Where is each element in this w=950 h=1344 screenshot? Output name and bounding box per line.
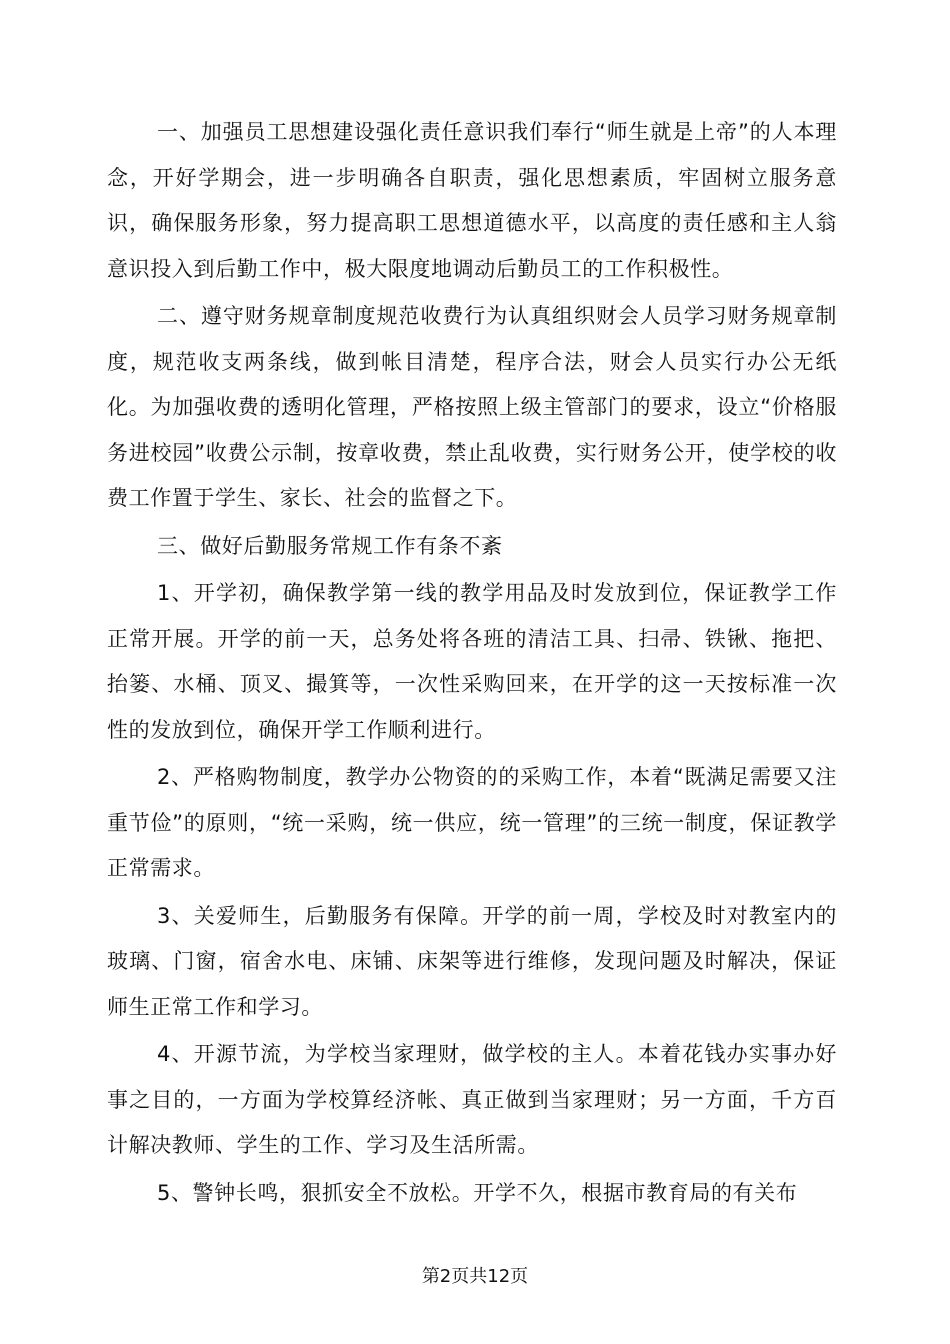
paragraph-item-3: 3、关爱师生，后勤服务有保障。开学的前一周，学校及时对教室内的玻璃、门窗，宿舍水电、床铺、床架等进行维修，发现问题及时解决，保证师生正常工作和学习。 <box>107 903 837 1019</box>
paragraph-item-4: 4、开源节流，为学校当家理财，做学校的主人。本着花钱办实事办好事之目的，一方面为学校算经济帐、真正做到当家理财；另一方面，千方百计解决教师、学生的工作、学习及生活所需。 <box>107 1042 837 1157</box>
section-heading-3: 三、做好后勤服务常规工作有条不紊 <box>157 533 503 558</box>
paragraph-item-1: 1、开学初，确保教学第一线的教学用品及时发放到位，保证教学工作正常开展。开学的前一天，总务处将各班的清洁工具、扫帚、铁锹、拖把、抬篓、水桶、顶叉、撮箕等，一次性采购回来，在开学的这一天按标准一次性的发放到位，确保开学工作顺利进行。 <box>107 581 837 742</box>
paragraph-2: 二、遵守财务规章制度规范收费行为认真组织财会人员学习财务规章制度，规范收支两条线，做到帐目清楚，程序合法，财会人员实行办公无纸化。为加强收费的透明化管理，严格按照上级主管部门的要求，设立“价格服务进校园”收费公示制，按章收费，禁止乱收费，实行财务公开，使学校的收费工作置于学生、家长、社会的监督之下。 <box>107 304 837 510</box>
page-number-footer: 第2页共12页 <box>421 1266 529 1287</box>
document-body <box>107 110 837 1218</box>
paragraph-item-5: 5、警钟长鸣，狠抓安全不放松。开学不久，根据市教育局的有关布 <box>157 1180 798 1205</box>
paragraph-1: 一、加强员工思想建设强化责任意识我们奉行“师生就是上帝”的人本理念，开好学期会，进一步明确各自职责，强化思想素质，牢固树立服务意识，确保服务形象，努力提高职工思想道德水平，以高度的责任感和主人翁意识投入到后勤工作中，极大限度地调动后勤员工的工作积极性。 <box>107 120 837 281</box>
paragraph-item-2: 2、严格购物制度，教学办公物资的的采购工作，本着“既满足需要又注重节俭”的原则，“统一采购，统一供应，统一管理”的三统一制度，保证教学正常需求。 <box>107 765 837 880</box>
